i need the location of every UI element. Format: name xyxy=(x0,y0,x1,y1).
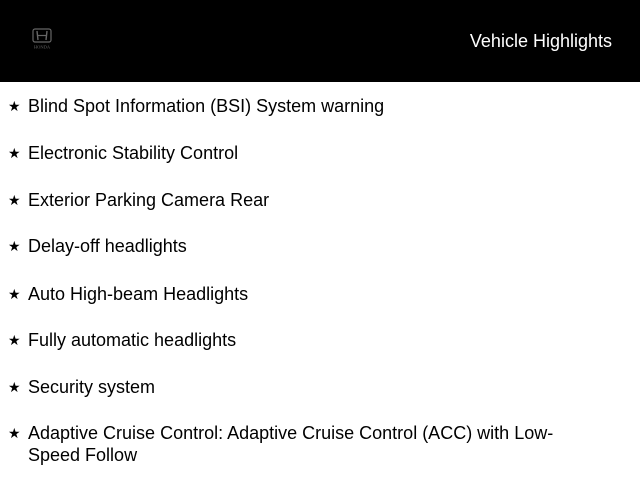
feature-label: Exterior Parking Camera Rear xyxy=(28,190,270,210)
feature-label: Fully automatic headlights xyxy=(28,330,237,350)
star-icon: ★ xyxy=(8,286,21,302)
star-icon: ★ xyxy=(8,192,21,208)
feature-label: Delay-off headlights xyxy=(28,236,187,256)
star-icon: ★ xyxy=(8,145,21,161)
header-bar xyxy=(0,0,640,82)
feature-label: Security system xyxy=(28,377,156,397)
list-item xyxy=(8,376,588,398)
page-title: Vehicle Highlights xyxy=(469,31,612,51)
star-icon: ★ xyxy=(8,425,21,441)
list-item xyxy=(8,329,588,351)
list-item xyxy=(8,95,588,117)
feature-label: Auto High-beam Headlights xyxy=(28,284,249,304)
list-item xyxy=(8,235,588,257)
feature-label: Adaptive Cruise Control: Adaptive Cruise Control (ACC) with Low-Speed Follow xyxy=(28,423,554,465)
honda-logo xyxy=(28,28,56,50)
star-icon: ★ xyxy=(8,379,21,395)
feature-label: Blind Spot Information (BSI) System warning xyxy=(28,96,385,116)
star-icon: ★ xyxy=(8,98,21,114)
list-item xyxy=(8,283,588,305)
star-icon: ★ xyxy=(8,332,21,348)
list-item xyxy=(8,189,588,211)
star-icon: ★ xyxy=(8,238,21,254)
list-item xyxy=(8,422,588,466)
feature-label: Electronic Stability Control xyxy=(28,143,239,163)
list-item xyxy=(8,142,588,164)
logo-wordmark: HONDA xyxy=(33,44,51,50)
